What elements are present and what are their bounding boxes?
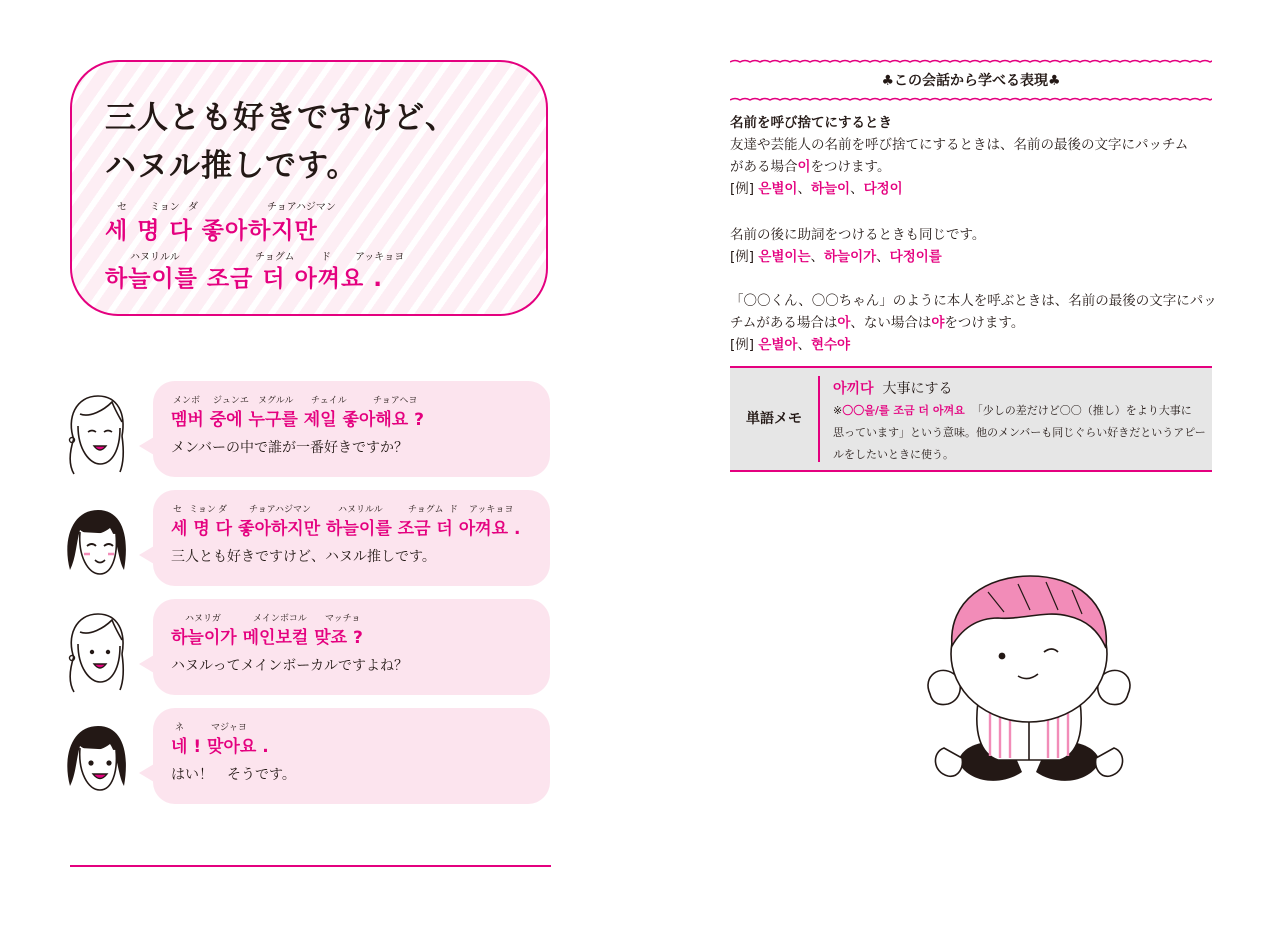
ruby-reading: チョグム (408, 505, 444, 515)
main-jp-line-1: 三人とも好きですけど、 (105, 100, 457, 136)
dialogue-bubble (153, 490, 550, 586)
example-separator: 、 (797, 181, 811, 197)
memo-note-line-3: ルをしたいときに使う。 (833, 448, 954, 461)
dialogue-japanese: ハヌルってメインボーカルですよね？ (171, 658, 409, 674)
example-separator: 、 (876, 249, 890, 265)
character-illustration-icon (918, 572, 1140, 794)
main-ruby-line-1 (105, 198, 525, 213)
dialogue-bubble (153, 599, 550, 695)
example-word: 하늘이가 (824, 249, 877, 265)
ruby-reading: ヌグルル (258, 396, 294, 406)
ruby-reading: ド (321, 252, 331, 263)
example-word: 하늘이 (810, 181, 851, 197)
example-separator: 、 (810, 249, 824, 265)
expressions-header (730, 58, 1212, 104)
memo-word: 아끼다 (833, 381, 874, 397)
expressions-heading: 名前を呼び捨てにするとき (730, 115, 892, 131)
example-word: 다정이 (863, 181, 903, 197)
ruby-reading: ハヌリガ (185, 614, 221, 624)
main-speech-bubble (70, 60, 548, 316)
expressions-title: ♣この会話から学べる表現♣ (881, 73, 1061, 89)
girl-face-icon (60, 500, 132, 592)
example-separator: 、 (850, 181, 864, 197)
ruby-reading: チェイル (311, 396, 347, 406)
ruby-reading: ド (449, 505, 459, 515)
ruby-reading: ハヌリルル (130, 252, 180, 263)
memo-label: 単語メモ (746, 411, 802, 427)
expressions-paragraph-1-line-1: 友達や芸能人の名前を呼び捨てにするときは、名前の最後の文字にパッチム (730, 137, 1189, 153)
dialogue-korean: 네 ! 맞아요 . (171, 737, 269, 757)
ruby-reading: ダ (188, 202, 198, 213)
example-line-1 (730, 178, 903, 200)
ruby-reading: セ (117, 202, 127, 213)
page-bottom-rule (70, 865, 551, 867)
ruby-reading: ダ (218, 505, 228, 515)
expressions-paragraph-1-line-2: がある場合이をつけます。 (730, 159, 891, 175)
example-word: 다정이를 (889, 249, 942, 265)
ruby-reading: メンボ (173, 396, 201, 406)
dialogue-bubble (153, 708, 550, 804)
dialogue-japanese: メンバーの中で誰が一番好きですか？ (171, 440, 409, 456)
main-ruby-line-2 (105, 248, 525, 263)
expressions-paragraph-2: 名前の後に助詞をつけるときも同じです。 (730, 227, 986, 243)
memo-meaning: 大事にする (882, 381, 953, 397)
memo-word-line (833, 378, 952, 398)
memo-divider (818, 376, 820, 462)
ruby-reading: アッキョヨ (469, 505, 514, 515)
ruby-reading: ジュンエ (213, 396, 249, 406)
dialogue-bubble (153, 381, 550, 477)
ruby-reading: チョグム (255, 252, 295, 263)
example-label: [例] (730, 249, 759, 265)
example-word: 은별아 (758, 337, 798, 353)
main-jp-line-2: ハヌル推しです。 (105, 148, 359, 184)
memo-note-line-2: 思っています」という意味。他のメンバーも同じぐらい好きだというアピー (833, 426, 1206, 439)
example-line-3 (730, 334, 850, 356)
ruby-reading: チョアハジマン (249, 505, 312, 515)
example-label: [例] (730, 337, 759, 353)
ruby-reading: ネ (175, 723, 185, 733)
dialogue-japanese: はい！ そうです。 (171, 767, 296, 783)
example-line-2 (730, 246, 942, 268)
ruby-reading: チョアハジマン (267, 202, 336, 213)
dialogue-korean: 멤버 중에 누구를 제일 좋아해요 ? (171, 410, 424, 430)
ruby-reading: メインボコル (253, 614, 307, 624)
ruby-reading: ミョン (189, 505, 216, 515)
example-separator: 、 (797, 337, 811, 353)
ruby-reading: アッキョヨ (355, 252, 405, 263)
ruby-reading: ミョン (150, 202, 180, 213)
example-label: [例] (730, 181, 759, 197)
expressions-paragraph-3-line-1: 「〇〇くん、〇〇ちゃん」のように本人を呼ぶときは、名前の最後の文字にパッ (730, 293, 1217, 309)
ruby-reading: セ (173, 505, 183, 515)
dialogue-korean: 하늘이가 메인보컬 맞죠 ? (171, 628, 363, 648)
girl-face-icon (60, 716, 132, 808)
woman-face-icon (60, 388, 132, 480)
expressions-paragraph-3-line-2: チムがある場合は아、ない場合は야をつけます。 (730, 315, 1025, 331)
example-word: 현수야 (810, 337, 851, 353)
ruby-reading: マッチョ (325, 614, 361, 624)
dialogue-japanese: 三人とも好きですけど、ハヌル推しです。 (171, 549, 436, 565)
main-kr-line-2: 하늘이를 조금 더 아껴요 . (105, 266, 383, 292)
vocabulary-memo (730, 366, 1212, 472)
memo-note-line-1: ※〇〇을/를 조금 더 아껴요 「少しの差だけど〇〇（推し）をより大事に (833, 404, 1192, 417)
ruby-reading: チョアヘヨ (373, 396, 418, 406)
ruby-reading: マジャヨ (211, 723, 247, 733)
ruby-reading: ハヌリルル (338, 505, 383, 515)
dialogue-korean: 세 명 다 좋아하지만 하늘이를 조금 더 아껴요 . (171, 519, 521, 539)
main-kr-line-1: 세 명 다 좋아하지만 (105, 218, 318, 244)
example-word: 은별이 (758, 181, 798, 197)
woman-face-icon (60, 606, 132, 698)
example-word: 은별이는 (758, 249, 811, 265)
